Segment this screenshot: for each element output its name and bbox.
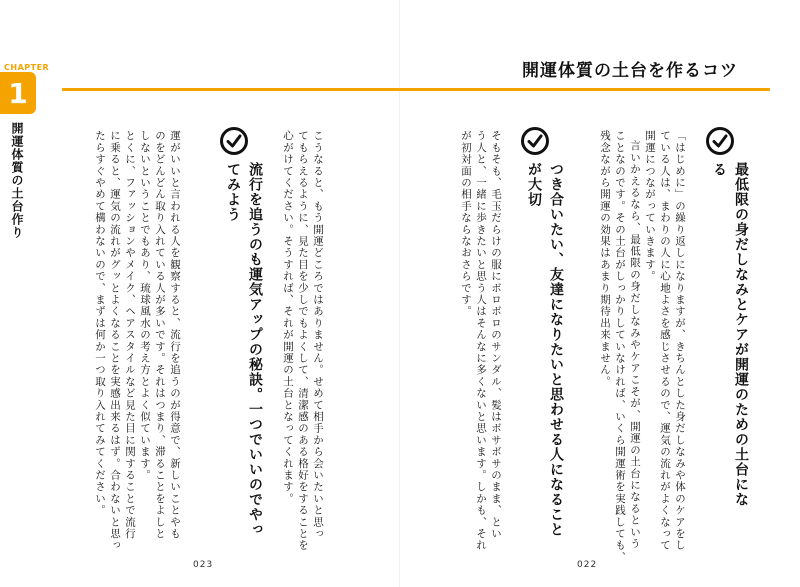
header-rule <box>62 88 770 91</box>
body-line: 残念ながら開運の効果はあまり期待出来ません。 <box>599 130 611 388</box>
checkmark-icon <box>706 127 734 155</box>
body-line: が初対面の相手ならなおさらです。 <box>460 130 472 318</box>
body-line: う人と、一緒に歩きたいと思う人はそんなに多くないと思います。しかも、それ <box>475 130 487 552</box>
section-body <box>92 130 182 552</box>
body-line: こうなると、もう開運どころではありません。せめて相手から会いたいと思っ <box>312 130 324 540</box>
body-line: とくに、ファッションやメイク、ヘアスタイルなど見た目に関することで流行 <box>124 130 136 540</box>
page-number-right: 022 <box>577 560 598 570</box>
body-line: しないということでもあり、琉球風水の考え方とよく似ています。 <box>139 130 151 481</box>
body-line: 「はじめに」の繰り返しになりますが、きちんとした身だしなみや体のケアをし <box>674 130 686 552</box>
body-line: そもそも、毛玉だらけの服にボロボロのサンダル、髪はボサボサのまま、とい <box>490 130 502 540</box>
body-line: 言いかえるなら、最低限の身だしなみやケアこそが、開運の土台になるという <box>629 140 641 550</box>
section-body <box>458 130 503 552</box>
chapter-title: 開運体質の土台作り <box>10 122 24 239</box>
section-heading: 流行を追うのも運気アップの秘訣。一つでいいのでやってみよう <box>225 162 263 537</box>
body-line: 開運につながっていきます。 <box>644 130 656 283</box>
page-number-left: 023 <box>193 560 214 570</box>
page-title: 開運体質の土台を作るコツ <box>522 61 738 81</box>
body-line: ことなのです。その土台がしっかりしていなければ、いくら開運術を実践しても、 <box>614 130 626 563</box>
section-heading: つき合いたい、友達になりたいと思わせる人になることが大切 <box>526 162 564 537</box>
body-line: てもらえるように、見た目を少しでもよくして、清潔感のある格好をすることを <box>297 130 309 552</box>
body-line: 運がいいと言われる人を観察すると、流行を追うのが得意で、新しいことやも <box>169 130 181 540</box>
section-heading: 最低限の身だしなみとケアが開運のための土台になる <box>711 162 749 507</box>
body-line: のをどんどん取り入れている人が多いです。それはつまり、滞ることをよしと <box>154 130 166 540</box>
checkmark-icon <box>220 127 248 155</box>
checkmark-icon <box>521 127 549 155</box>
chapter-number-tab: 1 <box>0 72 36 114</box>
body-line: ている人は、まわりの人に心地よさを感じさせるので、運気の流れがよくなって <box>659 130 671 552</box>
body-line: に乗ると、運気の流れがグッとよくなることを実感出来るはず。合わないと思っ <box>109 130 121 552</box>
section-body-continued <box>280 130 325 552</box>
body-line: たらすぐやめて構わないので、まずは何か一つ取り入れてみてください。 <box>94 130 106 517</box>
chapter-label: CHAPTER <box>4 63 50 72</box>
section-body <box>597 130 687 563</box>
body-line: 心がけてください。そうすれば、それが開運の土台となってくれます。 <box>282 130 294 505</box>
